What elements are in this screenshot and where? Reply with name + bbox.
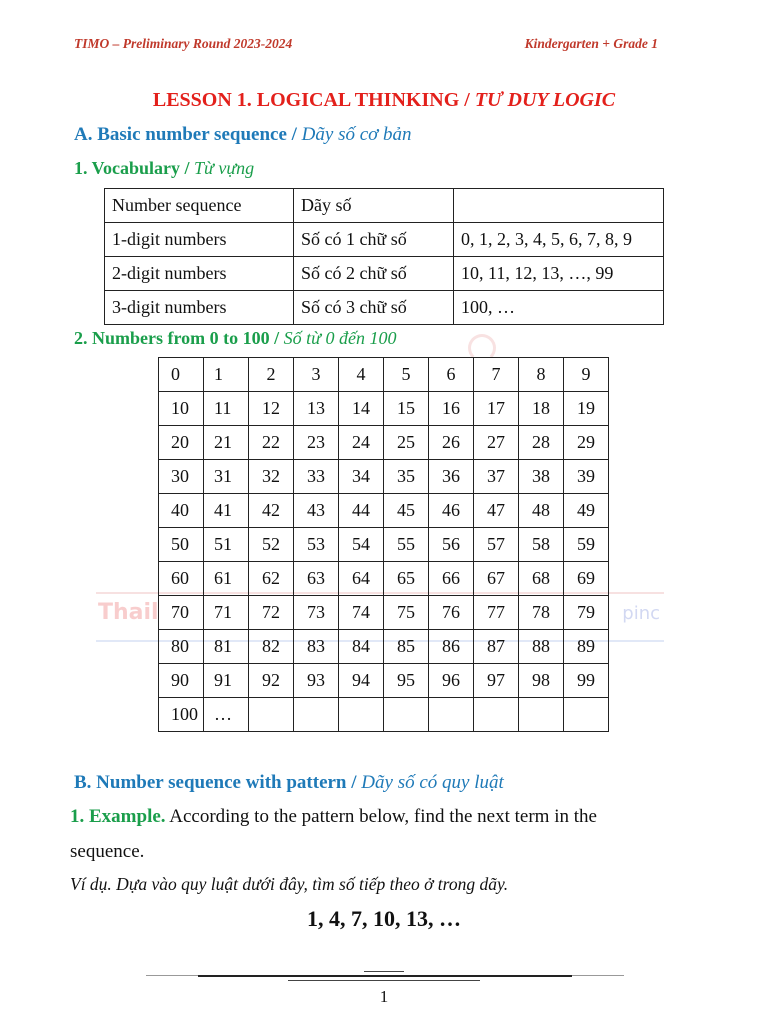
- number-cell: [519, 698, 564, 732]
- numbers-heading-vi: Số từ 0 đến 100: [283, 328, 397, 348]
- example-label: 1. Example.: [70, 806, 166, 827]
- vocabulary-heading-en: 1. Vocabulary /: [74, 158, 195, 178]
- number-cell: 26: [429, 426, 474, 460]
- number-cell: 28: [519, 426, 564, 460]
- number-cell: 63: [294, 562, 339, 596]
- watermark-right-text: pinc: [622, 603, 660, 624]
- number-cell: 77: [474, 596, 519, 630]
- number-cell: 71: [204, 596, 249, 630]
- vocabulary-cell: 2-digit numbers: [105, 257, 294, 291]
- footer-divider-accent: [364, 971, 404, 972]
- number-cell: 52: [249, 528, 294, 562]
- number-cell: 25: [384, 426, 429, 460]
- number-cell: 96: [429, 664, 474, 698]
- number-cell: 67: [474, 562, 519, 596]
- number-cell: 57: [474, 528, 519, 562]
- number-cell: 84: [339, 630, 384, 664]
- number-cell: 22: [249, 426, 294, 460]
- number-cell: 21: [204, 426, 249, 460]
- number-cell: 55: [384, 528, 429, 562]
- number-cell: [384, 698, 429, 732]
- vocabulary-cell: [454, 189, 664, 223]
- number-cell: 33: [294, 460, 339, 494]
- number-cell: 85: [384, 630, 429, 664]
- section-a-heading-vi: Dãy số cơ bản: [301, 124, 412, 145]
- section-a-heading: [74, 124, 412, 146]
- number-cell: 29: [564, 426, 609, 460]
- example-sequence: 1, 4, 7, 10, 13, …: [307, 906, 461, 931]
- number-cell: 89: [564, 630, 609, 664]
- vocabulary-cell: 10, 11, 12, 13, …, 99: [454, 257, 664, 291]
- vocabulary-cell: 3-digit numbers: [105, 291, 294, 325]
- numbers-row: [159, 562, 609, 596]
- number-cell: 72: [249, 596, 294, 630]
- number-cell: 87: [474, 630, 519, 664]
- number-cell: 49: [564, 494, 609, 528]
- numbers-row: [159, 698, 609, 732]
- number-cell: 100: [159, 698, 204, 732]
- number-cell: …: [204, 698, 249, 732]
- page-number: 1: [379, 987, 389, 1006]
- number-cell: 50: [159, 528, 204, 562]
- number-cell: [429, 698, 474, 732]
- vocabulary-heading: [74, 158, 254, 179]
- number-cell: 58: [519, 528, 564, 562]
- vocabulary-cell: Số có 3 chữ số: [294, 291, 454, 325]
- number-cell: [564, 698, 609, 732]
- numbers-row: [159, 392, 609, 426]
- example-paragraph: [70, 805, 597, 864]
- number-cell: 37: [474, 460, 519, 494]
- example-text-line1: According to the pattern below, find the next term in the: [165, 806, 597, 827]
- number-cell: 45: [384, 494, 429, 528]
- numbers-heading: [74, 328, 396, 349]
- number-cell: 10: [159, 392, 204, 426]
- number-cell: 90: [159, 664, 204, 698]
- number-cell: 16: [429, 392, 474, 426]
- number-cell: 62: [249, 562, 294, 596]
- vocabulary-row: [105, 189, 664, 223]
- number-cell: 94: [339, 664, 384, 698]
- vocabulary-heading-vi: Từ vựng: [194, 158, 255, 178]
- number-cell: 14: [339, 392, 384, 426]
- number-cell: 53: [294, 528, 339, 562]
- number-cell: 9: [564, 358, 609, 392]
- numbers-row: [159, 460, 609, 494]
- number-cell: 75: [384, 596, 429, 630]
- page-header: [74, 36, 658, 52]
- number-cell: 24: [339, 426, 384, 460]
- vocabulary-cell: 100, …: [454, 291, 664, 325]
- number-cell: 35: [384, 460, 429, 494]
- lesson-title-en: LESSON 1. LOGICAL THINKING /: [152, 89, 475, 111]
- number-cell: 80: [159, 630, 204, 664]
- number-cell: 46: [429, 494, 474, 528]
- number-cell: 86: [429, 630, 474, 664]
- vocabulary-row: [105, 257, 664, 291]
- number-cell: 39: [564, 460, 609, 494]
- number-cell: 78: [519, 596, 564, 630]
- vocabulary-cell: Số có 2 chữ số: [294, 257, 454, 291]
- number-cell: 47: [474, 494, 519, 528]
- number-cell: 34: [339, 460, 384, 494]
- number-cell: 64: [339, 562, 384, 596]
- header-competition: TIMO – Preliminary Round 2023-2024: [74, 36, 293, 51]
- number-cell: [474, 698, 519, 732]
- number-cell: 79: [564, 596, 609, 630]
- number-cell: [294, 698, 339, 732]
- number-cell: 44: [339, 494, 384, 528]
- number-cell: 38: [519, 460, 564, 494]
- number-cell: 31: [204, 460, 249, 494]
- number-cell: 97: [474, 664, 519, 698]
- numbers-grid: [158, 357, 609, 732]
- number-cell: 1: [204, 358, 249, 392]
- watermark-left-text: Thail: [98, 600, 159, 625]
- number-cell: 20: [159, 426, 204, 460]
- number-cell: 76: [429, 596, 474, 630]
- section-b-heading-en: B. Number sequence with pattern /: [74, 772, 362, 793]
- vocabulary-table: [104, 188, 664, 325]
- number-cell: 0: [159, 358, 204, 392]
- number-cell: [249, 698, 294, 732]
- number-cell: 17: [474, 392, 519, 426]
- vocabulary-cell: 0, 1, 2, 3, 4, 5, 6, 7, 8, 9: [454, 223, 664, 257]
- vocabulary-cell: Số có 1 chữ số: [294, 223, 454, 257]
- number-cell: 98: [519, 664, 564, 698]
- number-cell: 82: [249, 630, 294, 664]
- number-cell: 2: [249, 358, 294, 392]
- numbers-row: [159, 528, 609, 562]
- number-cell: 12: [249, 392, 294, 426]
- number-cell: 68: [519, 562, 564, 596]
- number-cell: 6: [429, 358, 474, 392]
- footer-divider-double: [288, 980, 480, 981]
- numbers-row: [159, 358, 609, 392]
- numbers-row: [159, 494, 609, 528]
- number-cell: 73: [294, 596, 339, 630]
- numbers-row: [159, 630, 609, 664]
- number-cell: 83: [294, 630, 339, 664]
- number-cell: 70: [159, 596, 204, 630]
- number-cell: 3: [294, 358, 339, 392]
- number-cell: 48: [519, 494, 564, 528]
- number-cell: 65: [384, 562, 429, 596]
- number-cell: 40: [159, 494, 204, 528]
- number-cell: 8: [519, 358, 564, 392]
- number-cell: 27: [474, 426, 519, 460]
- numbers-row: [159, 596, 609, 630]
- header-grade: Kindergarten + Grade 1: [524, 36, 658, 51]
- numbers-row: [159, 664, 609, 698]
- lesson-title: [0, 89, 768, 112]
- number-cell: 36: [429, 460, 474, 494]
- number-cell: 95: [384, 664, 429, 698]
- number-cell: 42: [249, 494, 294, 528]
- number-cell: 81: [204, 630, 249, 664]
- number-cell: 32: [249, 460, 294, 494]
- number-cell: 92: [249, 664, 294, 698]
- numbers-heading-en: 2. Numbers from 0 to 100 /: [74, 328, 284, 348]
- number-cell: 60: [159, 562, 204, 596]
- number-cell: 66: [429, 562, 474, 596]
- number-cell: 59: [564, 528, 609, 562]
- vocabulary-row: [105, 223, 664, 257]
- example-text-line2: sequence.: [70, 841, 145, 862]
- number-cell: 41: [204, 494, 249, 528]
- number-cell: 54: [339, 528, 384, 562]
- number-cell: 19: [564, 392, 609, 426]
- section-b-heading-vi: Dãy số có quy luật: [361, 772, 504, 793]
- number-cell: 74: [339, 596, 384, 630]
- number-cell: 43: [294, 494, 339, 528]
- number-cell: 56: [429, 528, 474, 562]
- number-cell: 13: [294, 392, 339, 426]
- lesson-title-vi: TƯ DUY LOGIC: [474, 89, 616, 111]
- number-cell: 23: [294, 426, 339, 460]
- number-cell: 11: [204, 392, 249, 426]
- number-cell: 91: [204, 664, 249, 698]
- number-cell: 69: [564, 562, 609, 596]
- number-cell: 30: [159, 460, 204, 494]
- number-cell: 51: [204, 528, 249, 562]
- number-cell: 15: [384, 392, 429, 426]
- number-cell: 7: [474, 358, 519, 392]
- vocabulary-cell: Dãy số: [294, 189, 454, 223]
- example-text-vi: Ví dụ. Dựa vào quy luật dưới đây, tìm số tiếp theo ở trong dãy.: [70, 874, 509, 894]
- number-cell: 5: [384, 358, 429, 392]
- numbers-row: [159, 426, 609, 460]
- vocabulary-cell: Number sequence: [105, 189, 294, 223]
- number-cell: 88: [519, 630, 564, 664]
- vocabulary-cell: 1-digit numbers: [105, 223, 294, 257]
- number-cell: [339, 698, 384, 732]
- number-cell: 4: [339, 358, 384, 392]
- footer-divider-bold: [198, 975, 572, 977]
- number-cell: 99: [564, 664, 609, 698]
- number-cell: 93: [294, 664, 339, 698]
- section-b-heading: [74, 772, 504, 794]
- number-cell: 18: [519, 392, 564, 426]
- section-a-heading-en: A. Basic number sequence /: [74, 124, 302, 145]
- number-cell: 61: [204, 562, 249, 596]
- vocabulary-row: [105, 291, 664, 325]
